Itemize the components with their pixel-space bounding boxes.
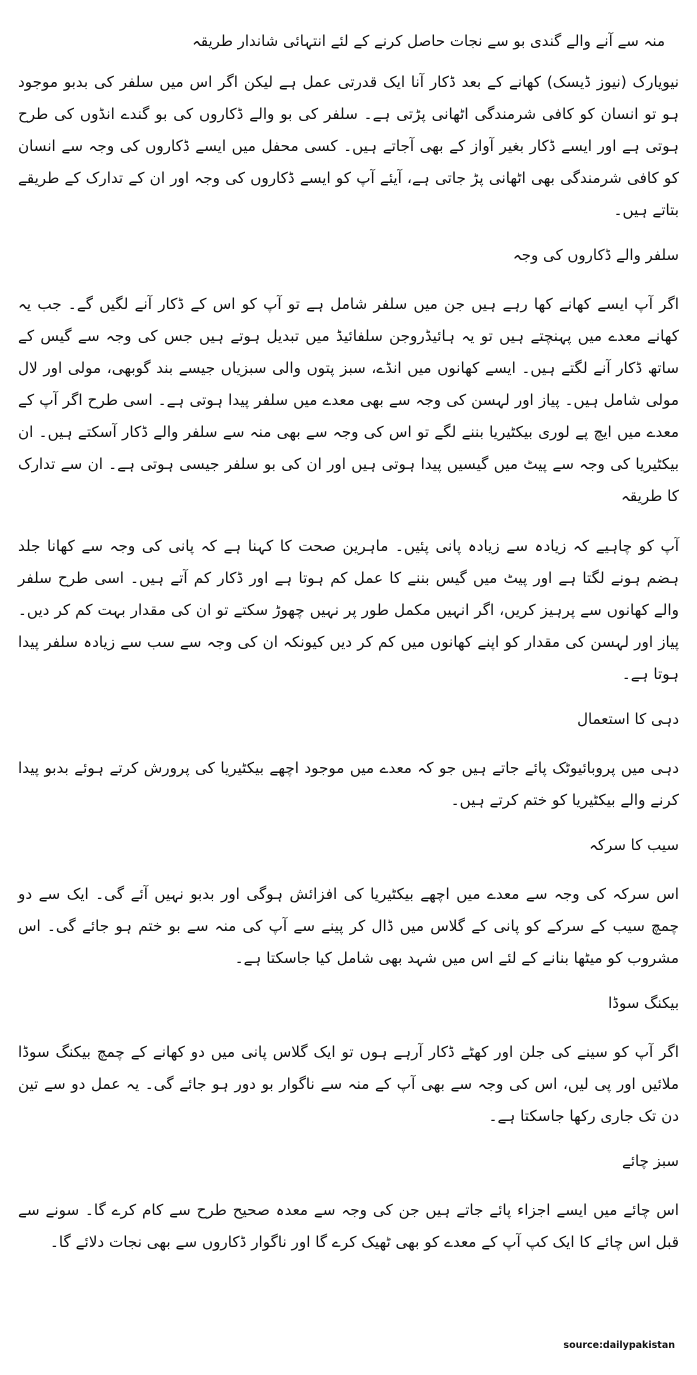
intro-paragraph: نیویارک (نیوز ڈیسک) کھانے کے بعد ڈکار آنا ایک قدرتی عمل ہے لیکن اگر اس میں سلفر کی بدبو موجود ہو تو انسان کو کافی شرمندگی اٹھانی پڑتی ہے۔ سلفر کی بو والے ڈکاروں کی بو گندے انڈوں کی طرح ہوتی ہے اور ایسے ڈکار بغیر آواز کے بھی آجاتے ہیں۔ کسی محفل میں ایسے ڈکاروں کی وجہ سے انسان کو کافی شرمندگی بھی اٹھانی پڑ جاتی ہے، آیئے آپ کو ایسے ڈکاروں کی وجہ اور ان کے تدارک کے طریقے بتاتے ہیں۔ [18, 73, 679, 219]
section-heading-sulfur-burps-cause: سلفر والے ڈکاروں کی وجہ [512, 246, 679, 264]
source-credit: source:dailypakistan [563, 1340, 675, 1351]
section-heading-green-tea: سبز چائے [622, 1152, 679, 1170]
section-heading-baking-soda: بیکنگ سوڈا [608, 994, 679, 1012]
paragraph-yogurt: دہی میں پروبائیوٹک پائے جاتے ہیں جو کہ معدے میں موجود اچھے بیکٹیریا کی پرورش کرتے ہوئے بدبو پیدا کرنے والے بیکٹیریا کو ختم کرتے ہیں۔ [18, 759, 679, 809]
article-title: منہ سے آنے والے گندی بو سے نجات حاصل کرنے کے لئے انتہائی شاندار طریقہ [192, 32, 665, 50]
section-heading-apple-cider-vinegar: سیب کا سرکہ [589, 836, 679, 854]
section-heading-yogurt: دہی کا استعمال [577, 710, 679, 728]
paragraph-apple-cider-vinegar: اس سرکہ کی وجہ سے معدے میں اچھے بیکٹیریا کی افزائش ہوگی اور بدبو نہیں آئے گی۔ ایک سے دو چمچ سیب کے سرکے کو پانی کے گلاس میں ڈال کر پینے سے آپ کی منہ سے بو ختم ہو جائے گی۔ اس مشروب کو میٹھا بنانے کے لئے اس میں شہد بھی شامل کیا جاسکتا ہے۔ [18, 885, 679, 967]
paragraph-baking-soda: اگر آپ کو سینے کی جلن اور کھٹے ڈکار آرہے ہوں تو ایک گلاس پانی میں دو کھانے کے چمچ بیکنگ سوڈا ملائیں اور پی لیں، اس کی وجہ سے بھی آپ کے منہ سے ناگوار بو دور ہو جائے گی۔ یہ عمل دو سے تین دن تک جاری رکھا جاسکتا ہے۔ [18, 1043, 679, 1125]
paragraph-green-tea: اس چائے میں ایسے اجزاء پائے جاتے ہیں جن کی وجہ سے معدہ صحیح طرح سے کام کرے گا۔ سونے سے قبل اس چائے کا ایک کپ آپ کے معدے کو بھی ٹھیک کرے گا اور ناگوار ڈکاروں سے بھی نجات دلائے گا۔ [18, 1201, 679, 1251]
paragraph-sulfur-burps-remedy: آپ کو چاہیے کہ زیادہ سے زیادہ پانی پئیں۔ ماہرین صحت کا کہنا ہے کہ پانی کی وجہ سے کھانا جلد ہضم ہونے لگتا ہے اور پیٹ میں گیس بننے کا عمل کم ہوتا ہے اور ڈکار کم آتے ہیں۔ اسی طرح سلفر والے کھانوں سے پرہیز کریں، اگر انہیں مکمل طور پر نہیں چھوڑ سکتے تو ان کی مقدار بہت کم کر دیں۔ پیاز اور لہسن کی مقدار کو اپنے کھانوں میں کم کر دیں کیونکہ ان کی وجہ سے سب سے زیادہ سلفر پیدا ہوتا ہے۔ [18, 537, 679, 683]
paragraph-sulfur-burps-cause: اگر آپ ایسے کھانے کھا رہے ہیں جن میں سلفر شامل ہے تو آپ کو اس کے ڈکار آنے لگیں گے۔ جب یہ کھانے معدے میں پہنچتے ہیں تو یہ ہائیڈروجن سلفائیڈ میں تبدیل ہوتے ہیں جس کی وجہ سے گیس کے ساتھ ڈکار آنے لگتے ہیں۔ ایسے کھانوں میں انڈے، سبز پتوں والی سبزیاں جیسے بند گوبھی، مولی اور لال مولی شامل ہیں۔ پیاز اور لہسن کی وجہ سے بھی معدے میں سلفر پیدا ہوتی ہے۔ اسی طرح اگر آپ کے معدے میں ایچ پے لوری بیکٹیریا بننے لگے تو اس کی وجہ سے بھی منہ سے سلفر والے ڈکار آسکتے ہیں۔ ان بیکٹیریا کی وجہ سے پیٹ میں گیسیں پیدا ہوتی ہیں اور ان کی بو سلفر جیسی ہوتی ہے۔ ان سے تدارک کا طریقہ [18, 295, 679, 505]
